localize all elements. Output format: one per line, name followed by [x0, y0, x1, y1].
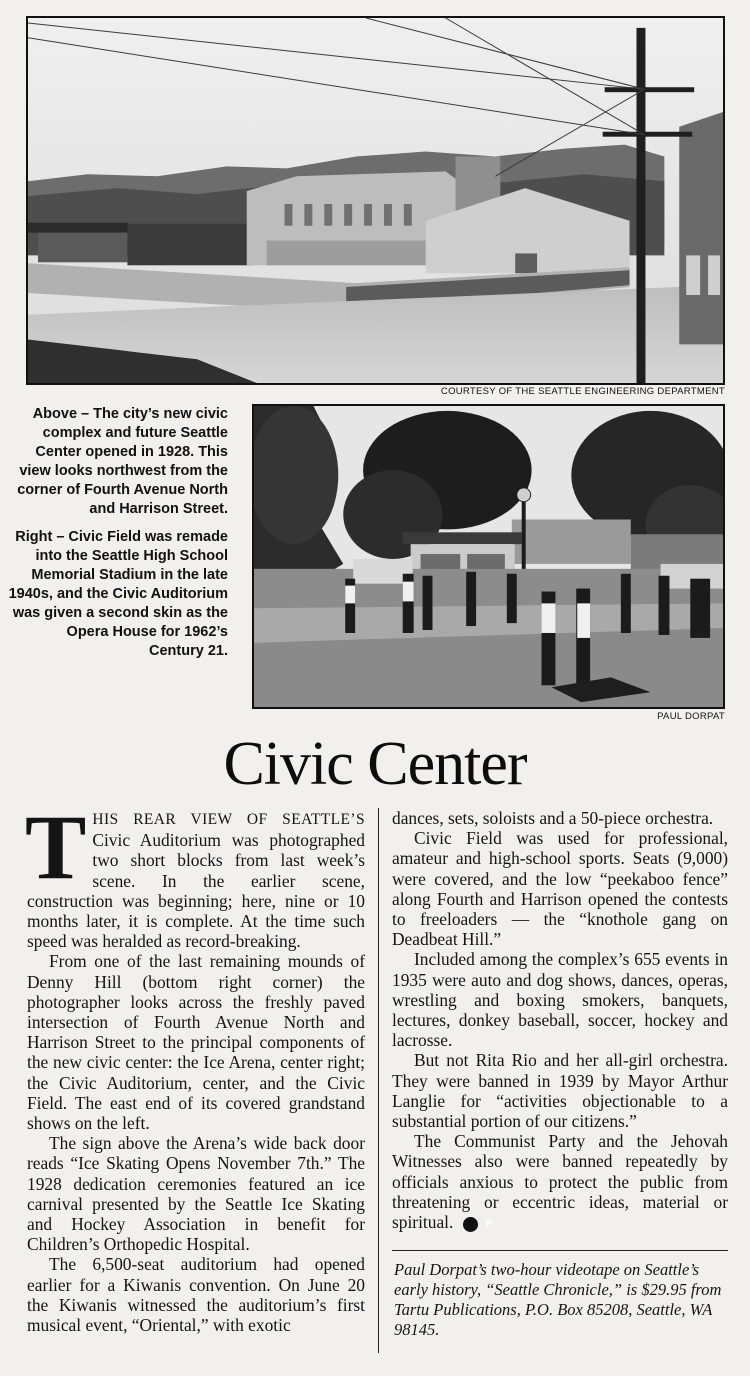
- article-paragraph-7: But not Rita Rio and her all-girl orchestra. They were banned in 1939 by Mayor Arthur Langlie for “activities objectionable to a substantial portion of our citizens.”: [392, 1050, 728, 1132]
- photo-captions: [8, 405, 228, 670]
- caption-above: Above – The city’s new civic complex and future Seattle Center opened in 1928. This view looks northwest from the corner of Fourth Avenue North and Harrison Street.: [17, 406, 228, 517]
- article-paragraph-5: Civic Field was used for professional, amateur and high-school sports. Seats (9,000) were covered, and the low “peekaboo fence” along Fourth and Harrison opened the contests to freeloaders — the “knothole gang on Deadbeat Hill.”: [392, 828, 728, 950]
- article-paragraph-6: Included among the complex’s 655 events in 1935 were auto and dog shows, dances, operas, wrestling and boxing smokers, banquets, lectures, donkey baseball, soccer, hockey and lacrosse.: [392, 949, 728, 1051]
- last-paragraph-text: The Communist Party and the Jehovah Witnesses also were banned repeatedly by officials anxious to protect the public from threatening or eccentric ideas, material or spiritual.: [392, 1131, 728, 1233]
- photo-seattle-center-modern: [252, 404, 725, 709]
- article-column-right: [392, 808, 728, 1232]
- photo-modern-illustration: [254, 406, 723, 707]
- article-paragraph-2: From one of the last remaining mounds of Denny Hill (bottom right corner) the photographer looks across the freshly paved intersection of Fourth Avenue North and Harrison Street to the principal components of the new civic center: the Ice Arena, center right; the Civic Auditorium, center, and the Civic Field. The east end of its covered grandstand shows on the left.: [27, 951, 365, 1134]
- article-continuation: dances, sets, soloists and a 50-piece orchestra.: [392, 808, 714, 828]
- lead-in: HIS REAR VIEW OF SEATTLE’S: [92, 811, 365, 828]
- end-mark-icon: P: [463, 1217, 478, 1232]
- caption-right: Right – Civic Field was remade into the Seattle High School Memorial Stadium in the late 1940s, and the Civic Auditorium was given a second skin as the Opera House for 1962’s Century 21.: [8, 529, 228, 659]
- article-column-left: [25, 796, 365, 1336]
- photo-credit-dorpat: PAUL DORPAT: [657, 711, 725, 722]
- paragraph-1-text: Civic Auditorium was photographed two short blocks from last week’s scene. In the earlier scene, construction was beginning; here, nine or 10 months later, it is complete. At the time such speed was heralded as record-breaking.: [27, 830, 365, 952]
- article-paragraph-3: The sign above the Arena’s wide back door reads “Ice Skating Opens November 7th.” The 1928 dedication ceremonies featured an ice carnival presented by the Seattle Ice Skating and Hockey Association in benefit for Children’s Orthopedic Hospital.: [27, 1133, 365, 1255]
- tagline-rule: [392, 1250, 728, 1251]
- headline: Civic Center: [223, 730, 527, 798]
- drop-cap: T: [25, 796, 87, 898]
- article-paragraph-1: [25, 796, 365, 952]
- article-paragraph-8: [392, 1131, 728, 1232]
- column-divider: [378, 808, 379, 1353]
- photo-1928-civic-center: [26, 16, 725, 385]
- author-tagline: Paul Dorpat’s two-hour videotape on Seattle’s early history, “Seattle Chronicle,” is $29.95 from Tartu Publications, P.O. Box 85208, Seattle, WA 98145.: [394, 1260, 722, 1339]
- photo-1928-illustration: [28, 18, 723, 383]
- photo-credit-engineering: COURTESY OF THE SEATTLE ENGINEERING DEPARTMENT: [440, 386, 725, 397]
- article-paragraph-4: The 6,500-seat auditorium had opened earlier for a Kiwanis convention. On June 20 the Kiwanis witnessed the auditorium’s first musical event, “Oriental,” with exotic: [27, 1254, 365, 1336]
